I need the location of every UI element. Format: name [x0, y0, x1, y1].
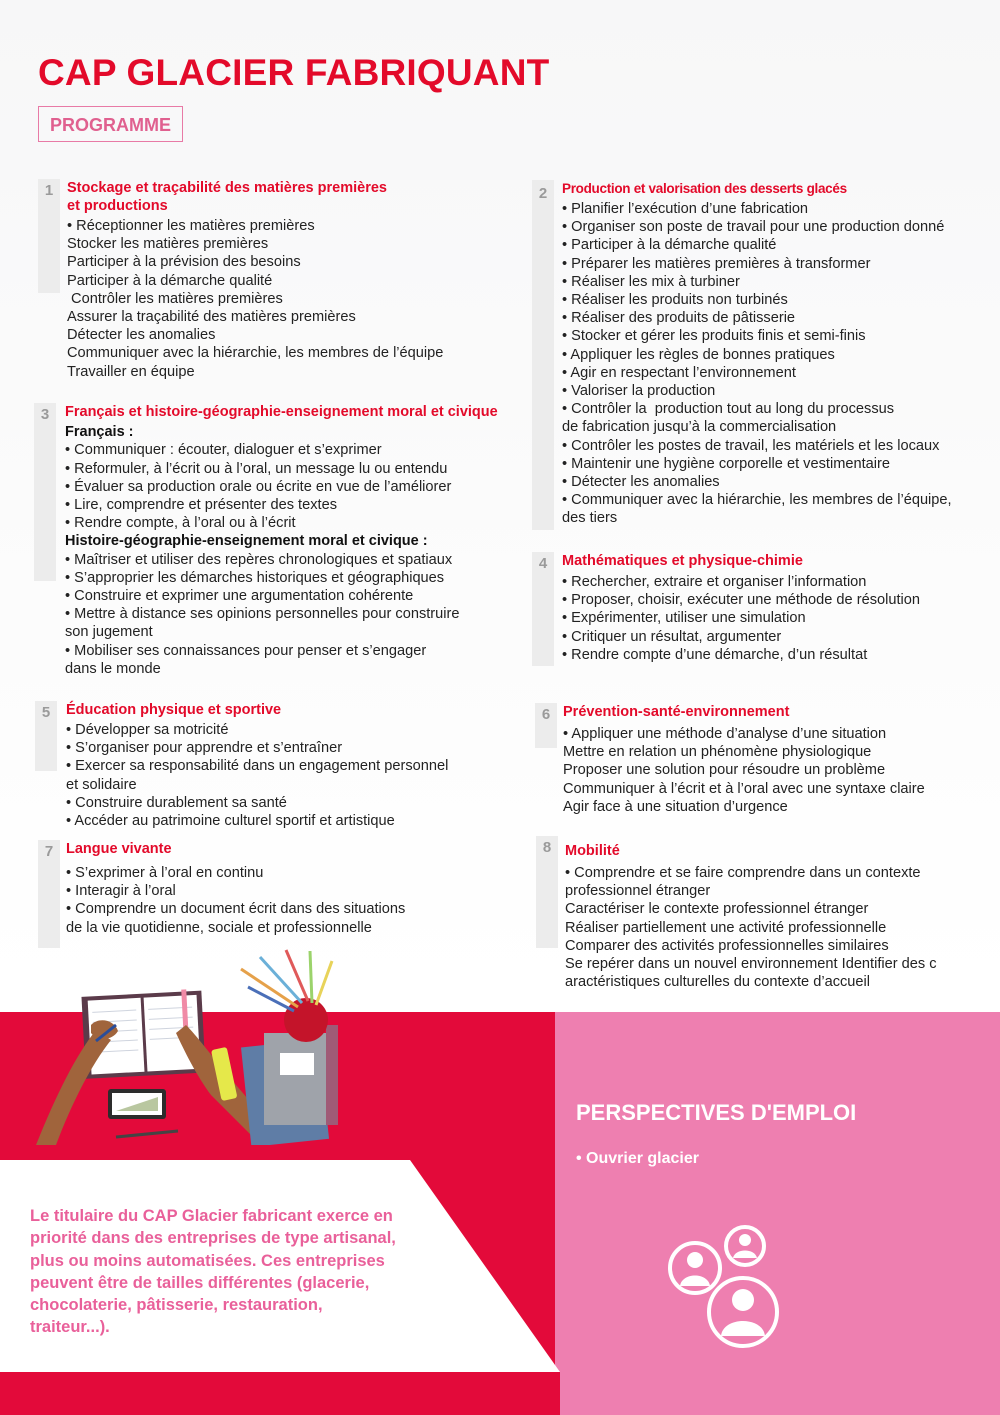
list-item: professionnel étranger — [565, 883, 711, 900]
list-item: Participer à la démarche qualité — [67, 272, 273, 289]
list-item: • S’approprier les démarches historiques et géographiques — [65, 569, 445, 586]
section-4 — [532, 552, 994, 666]
list-item: Assurer la traçabilité des matières premières — [67, 309, 356, 326]
list-item: • Accéder au patrimoine culturel sportif et artistique — [66, 813, 395, 830]
section-3 — [34, 403, 524, 683]
perspectives-title: PERSPECTIVES D'EMPLOI — [576, 1100, 857, 1125]
list-item: • Comprendre et se faire comprendre dans un contexte — [565, 865, 921, 881]
list-item: Comparer des activités professionnelles similaires — [565, 937, 889, 954]
section-2 — [532, 180, 994, 530]
list-item: Mettre en relation un phénomène physiologique — [563, 744, 872, 761]
list-item: • Expérimenter, utiliser une simulation — [562, 610, 806, 627]
section-title: Éducation physique et sportive — [66, 702, 282, 718]
list-item: • Rendre compte, à l’oral ou à l’écrit — [65, 515, 296, 532]
list-item: Contrôler les matières premières — [67, 290, 283, 307]
programme-label: PROGRAMME — [38, 106, 183, 142]
section-subtitle: Français : — [65, 424, 134, 440]
list-item: • Organiser son poste de travail pour une production donné — [562, 219, 945, 236]
list-item: • Contrôler la production tout au long du processus — [562, 401, 895, 418]
section-number: 4 — [532, 552, 554, 666]
list-item: • Participer à la démarche qualité — [562, 237, 777, 254]
list-item: • Stocker et gérer les produits finis et semi-finis — [562, 328, 866, 345]
list-item: dans le monde — [65, 660, 161, 677]
list-item: • Construire durablement sa santé — [66, 794, 287, 811]
section-6 — [535, 703, 995, 823]
section-number: 8 — [536, 836, 558, 948]
section-title-line: et productions — [67, 198, 168, 214]
list-item: • Maintenir une hygiène corporelle et vestimentaire — [562, 455, 890, 472]
list-item: • Valoriser la production — [562, 383, 716, 400]
description-line: Le titulaire du CAP Glacier fabricant exerce en — [30, 1207, 393, 1225]
list-item: Stocker les matières premières — [67, 236, 269, 253]
list-item: • Développer sa motricité — [66, 722, 229, 738]
section-title: Prévention-santé-environnement — [563, 704, 790, 720]
list-item: son jugement — [65, 624, 153, 641]
list-item: • Préparer les matières premières à transformer — [562, 255, 871, 272]
list-item: • Agir en respectant l’environnement — [562, 364, 796, 381]
description-line: traiteur...). — [30, 1318, 110, 1337]
description-line: priorité dans des entreprises de type artisanal, — [30, 1229, 396, 1248]
list-item: • Appliquer une méthode d’analyse d’une situation — [563, 726, 887, 742]
list-item: des tiers — [562, 510, 618, 527]
section-subtitle: Histoire-géographie-enseignement moral et civique : — [65, 533, 428, 550]
description-line: plus ou moins automatisées. Ces entreprises — [30, 1251, 385, 1270]
section-number: 7 — [38, 840, 60, 948]
list-item: Caractériser le contexte professionnel étranger — [565, 901, 869, 918]
people-network-icon — [665, 1222, 785, 1352]
list-item: • Communiquer : écouter, dialoguer et s’exprimer — [65, 442, 382, 459]
list-item: Agir face à une situation d’urgence — [563, 798, 788, 815]
list-item: • S’exprimer à l’oral en continu — [66, 865, 264, 881]
section-title — [67, 179, 508, 215]
list-item: Communiquer avec la hiérarchie, les membres de l’équipe — [67, 345, 444, 362]
list-item: • Mettre à distance ses opinions personnelles pour construire — [65, 606, 460, 623]
list-item: • Planifier l’exécution d’une fabrication — [562, 201, 809, 217]
list-item: • Comprendre un document écrit dans des situations — [66, 901, 406, 918]
list-item: • Interagir à l’oral — [66, 883, 176, 900]
list-item: • Appliquer les règles de bonnes pratiques — [562, 346, 835, 363]
list-item: Communiquer à l’écrit et à l’oral avec une syntaxe claire — [563, 780, 925, 797]
section-number: 6 — [535, 703, 557, 748]
list-item: • Lire, comprendre et présenter des textes — [65, 496, 337, 513]
perspectives-item: • Ouvrier glacier — [576, 1150, 699, 1167]
section-title-line: Stockage et traçabilité des matières premières — [67, 180, 387, 196]
section-number: 1 — [38, 179, 60, 293]
description-text — [30, 1205, 450, 1339]
list-item: • Réceptionner les matières premières — [67, 218, 315, 234]
list-item: • Détecter les anomalies — [562, 474, 720, 491]
list-item: Proposer une solution pour résoudre un problème — [563, 762, 886, 779]
list-item: • Contrôler les postes de travail, les matériels et les locaux — [562, 437, 940, 454]
list-item: • Communiquer avec la hiérarchie, les membres de l’équipe, — [562, 492, 952, 509]
list-item: • Réaliser des produits de pâtisserie — [562, 310, 796, 327]
list-item: • Réaliser les produits non turbinés — [562, 292, 788, 309]
list-item: • Mobiliser ses connaissances pour penser et s’engager — [65, 642, 427, 659]
perspectives-panel — [555, 1012, 1000, 1415]
section-7 — [38, 840, 498, 948]
list-item: • Rechercher, extraire et organiser l’information — [562, 574, 867, 590]
section-title: Mathématiques et physique-chimie — [562, 553, 803, 569]
list-item: • Construire et exprimer une argumentation cohérente — [65, 588, 414, 605]
list-item: • Évaluer sa production orale ou écrite en vue de l’améliorer — [65, 478, 452, 495]
list-item: • Maîtriser et utiliser des repères chronologiques et spatiaux — [65, 551, 453, 568]
list-item: • Proposer, choisir, exécuter une méthode de résolution — [562, 592, 921, 609]
list-item: et solidaire — [66, 776, 137, 793]
section-number: 3 — [34, 403, 56, 581]
list-item: de la vie quotidienne, sociale et professionnelle — [66, 919, 372, 936]
list-item: Détecter les anomalies — [67, 327, 216, 344]
description-line: peuvent être de tailles différentes (glacerie, — [30, 1273, 370, 1292]
list-item: Travailler en équipe — [67, 363, 195, 380]
description-line: chocolaterie, pâtisserie, restauration, — [30, 1296, 323, 1315]
section-title: Langue vivante — [66, 841, 172, 857]
section-number: 2 — [532, 180, 554, 530]
section-title: Français et histoire-géographie-enseignement moral et civique — [65, 404, 498, 420]
list-item: • Reformuler, à l’écrit ou à l’oral, un message lu ou entendu — [65, 460, 448, 477]
list-item: • Critiquer un résultat, argumenter — [562, 628, 782, 645]
page-title: CAP GLACIER FABRIQUANT — [38, 52, 550, 93]
list-item: Se repérer dans un nouvel environnement Identifier des c — [565, 956, 937, 973]
section-5 — [35, 701, 505, 831]
list-item: Participer à la prévision des besoins — [67, 254, 301, 271]
list-item: • Rendre compte d’une démarche, d’un résultat — [562, 646, 868, 663]
list-item: aractéristiques culturelles du contexte d’accueil — [565, 974, 871, 991]
list-item: • S’organiser pour apprendre et s’entraîner — [66, 740, 343, 757]
section-1 — [38, 179, 508, 379]
list-item: de fabrication jusqu’à la commercialisation — [562, 419, 837, 436]
list-item: Réaliser partiellement une activité professionnelle — [565, 919, 887, 936]
list-item: • Réaliser les mix à turbiner — [562, 273, 740, 290]
footer-strip — [0, 1372, 560, 1415]
study-desk-illustration — [36, 945, 366, 1145]
section-8 — [536, 836, 996, 996]
section-title: Mobilité — [565, 843, 620, 859]
section-number: 5 — [35, 701, 57, 771]
section-title: Production et valorisation des desserts glacés — [562, 181, 847, 196]
list-item: • Exercer sa responsabilité dans un engagement personnel — [66, 758, 449, 775]
